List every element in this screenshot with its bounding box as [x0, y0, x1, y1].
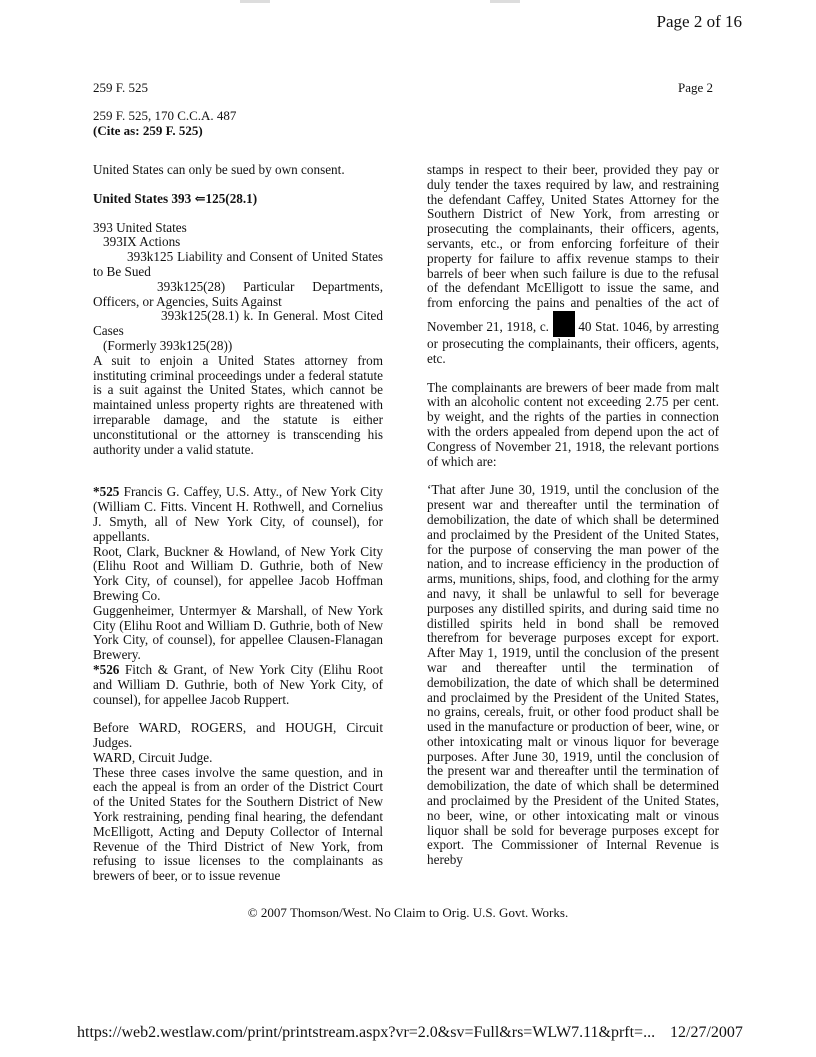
redaction-block	[553, 311, 575, 337]
topic-line: 393IX Actions	[103, 234, 181, 250]
counsel-paragraph: Root, Clark, Buckner & Howland, of New York City (Elihu Root and William D. Guthrie, both of New York City, of counsel), for appellee Jacob Hoffman Brewing Co.	[93, 543, 383, 603]
opinion-text: stamps in respect to their beer, provided they pay or duly tender the taxes required by law, and restraining the defendant Caffey, United States Attorney for the Southern District of New York, from arresting or prosecuting the complainants, their officers, agents, servants, etc., or from enforcing forfeiture of their property for failure to affix revenue stamps to their barrels of beer when such failure is due to the refusal of the defendant McElligott to issue the same, and from enforcing the pains and penalties of the act of November 21, 1918, c.	[427, 162, 719, 334]
key-number[interactable]: United States 393 ⇐125(28.1)	[93, 190, 258, 206]
counsel-paragraph	[93, 663, 383, 707]
headnote-text: A suit to enjoin a United States attorney from instituting criminal proceedings under a federal statute is a suit against the United States, which cannot be maintained unless property rights are threatened with irreparable damage, and the statute is either unconstitutional or the attorney is transcending his authority under a valid statute.	[93, 352, 383, 457]
opinion-paragraph: The complainants are brewers of beer made from malt with an alcoholic content not exceeding 2.75 per cent. by weight, and the rights of the parties in connection with the orders appealed from depend upon the act of Congress of November 21, 1918, the relevant portions of which are:	[427, 379, 719, 469]
topic-line: 393k125 Liability and Consent of United States to Be Sued	[93, 249, 383, 279]
opinion-paragraph	[427, 163, 719, 367]
author-line: WARD, Circuit Judge.	[93, 749, 213, 765]
parallel-citation: 259 F. 525, 170 C.C.A. 487	[93, 108, 237, 123]
opinion-text: 40 Stat. 1046, by arresting or prosecuting the complainants, their officers, agents, etc.	[427, 318, 720, 366]
star-page: *526	[93, 661, 120, 677]
topic-line: (Formerly 393k125(28))	[103, 337, 233, 353]
opinion-text: These three cases involve the same question, and in each the appeal is from an order of the District Court of the United States for the Southern District of New York restraining, pending final hearing, the defendant McElligott, Acting and Deputy Collector of Internal Revenue of the Third District of New York, from refusing to issue licenses to the complainants as brewers of beer, or to issue revenue	[93, 764, 383, 884]
topic-line: 393k125(28) Particular Departments, Officers, or Agencies, Suits Against	[93, 278, 383, 309]
page-counter: Page 2 of 16	[656, 12, 742, 31]
citation-block	[93, 108, 236, 138]
topic-line: 393 United States	[93, 219, 187, 235]
panel-line: Before WARD, ROGERS, and HOUGH, Circuit Judges.	[93, 720, 383, 751]
counsel-paragraph	[93, 485, 383, 544]
counsel-text: Fitch & Grant, of New York City (Elihu Root and William D. Guthrie, both of New York City, of counsel), for appellee Jacob Ruppert.	[93, 661, 383, 707]
citation-left: 259 F. 525	[93, 80, 148, 95]
counsel-paragraph: Guggenheimer, Untermyer & Marshall, of New York City (Elihu Root and William D. Guthrie, both of New York City, of counsel), for appellee Clausen-Flanagan Brewery.	[93, 602, 383, 663]
statute-quote: ‘That after June 30, 1919, until the conclusion of the present war and thereafter until the termination of demobilization, the date of which shall be determined and proclaimed by the President of the United States, for the purpose of conserving the man power of the nation, and to increase efficiency in the production of arms, munitions, ships, food, and clothing for the army and navy, it shall be unlawful to sell for beverage purposes any distilled spirits, and during said time no distilled spirits held in bond shall be removed therefrom for beverage purposes except for export. After May 1, 1919, until the conclusion of the present war and thereafter until the termination of demobilization, the date of which shall be determined and proclaimed by the President of the United States, no grains, cereals, fruit, or other food product shall be used in the manufacture or production of beer, wine, or other intoxicating malt or vinous liquor for beverage purposes. After June 30, 1919, until the conclusion of the present war and thereafter until the termination of demobilization, the date of which shall be determined and proclaimed by the President of the United States, no beer, wine, or other intoxicating malt or vinous liquor shall be sold for beverage purposes except for export. The Commissioner of Internal Revenue is hereby	[427, 482, 719, 868]
print-url[interactable]: https://web2.westlaw.com/print/printstream.aspx?vr=2.0&sv=Full&rs=WLW7.11&prft=...	[77, 1024, 656, 1041]
copyright-footer: © 2007 Thomson/West. No Claim to Orig. U.S. Govt. Works.	[247, 905, 569, 920]
print-date: 12/27/2007	[670, 1024, 743, 1041]
scan-mark	[240, 0, 270, 3]
counsel-text: Francis G. Caffey, U.S. Atty., of New York City (William C. Fitts. Vincent H. Rothwell, and Cornelius J. Smyth, all of New York City, of counsel), for appellants.	[93, 484, 383, 544]
right-column	[427, 163, 719, 868]
cite-as: (Cite as: 259 F. 525)	[93, 123, 203, 138]
scan-mark	[490, 0, 520, 3]
star-page: *525	[93, 484, 120, 500]
topic-line[interactable]: 393k125(28.1) k. In General. Most Cited Cases	[93, 308, 383, 339]
page-label: Page 2	[677, 80, 713, 95]
headnote-summary: United States can only be sued by own consent.	[93, 162, 345, 177]
left-column	[93, 163, 383, 884]
